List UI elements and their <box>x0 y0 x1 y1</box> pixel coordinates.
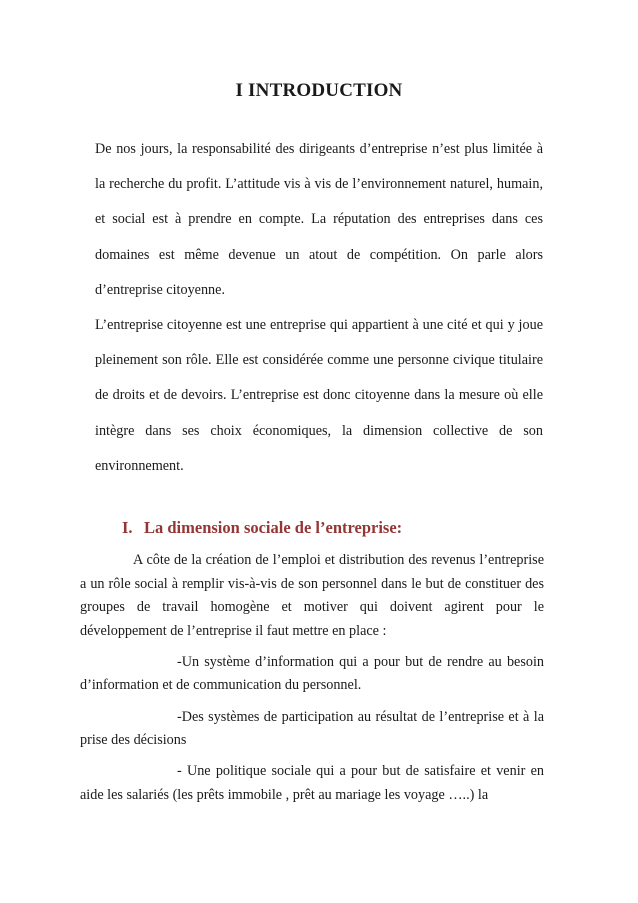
section-paragraph-3: -Des systèmes de participation au résultat de l’entreprise et à la prise des décisions <box>80 708 544 749</box>
section-body <box>80 549 544 815</box>
page-title: I INTRODUCTION <box>235 80 403 101</box>
section-heading-text: La dimension sociale de l’entreprise: <box>144 518 403 537</box>
intro-paragraph-2: L’entreprise citoyenne est une entreprise qui appartient à une cité et qui y joue pleinement son rôle. Elle est considérée comme une personne civique titulaire de droits et de devoirs. L’entreprise est donc citoyenne dans la mesure où elle intègre dans ses choix économiques, la dimension collective de son environnement. <box>95 317 543 474</box>
section-paragraph-2: -Un système d’information qui a pour but de rendre au besoin d’information et de communication du personnel. <box>80 653 544 694</box>
intro-paragraph-1: De nos jours, la responsabilité des dirigeants d’entreprise n’est plus limitée à la recherche du profit. L’attitude vis à vis de l’environnement naturel, humain, et social est à prendre en compte. La réputation des entreprises dans ces domaines est même devenue un atout de compétition. On parle alors d’entreprise citoyenne. <box>95 141 543 298</box>
section-paragraph-4: - Une politique sociale qui a pour but de satisfaire et venir en aide les salariés (les prêts immobile , prêt au mariage les voyage …..) la <box>80 763 544 803</box>
section-heading <box>122 518 402 538</box>
section-paragraph-1: A côte de la création de l’emploi et distribution des revenus l’entreprise a un rôle social à remplir vis-à-vis de son personnel dans le but de constituer des groupes de travail homogène et motiver qui doivent agirent pour le développement de l’entreprise il faut mettre en place : <box>80 552 544 639</box>
section-number: I. <box>122 518 133 537</box>
introduction-text <box>95 132 543 484</box>
